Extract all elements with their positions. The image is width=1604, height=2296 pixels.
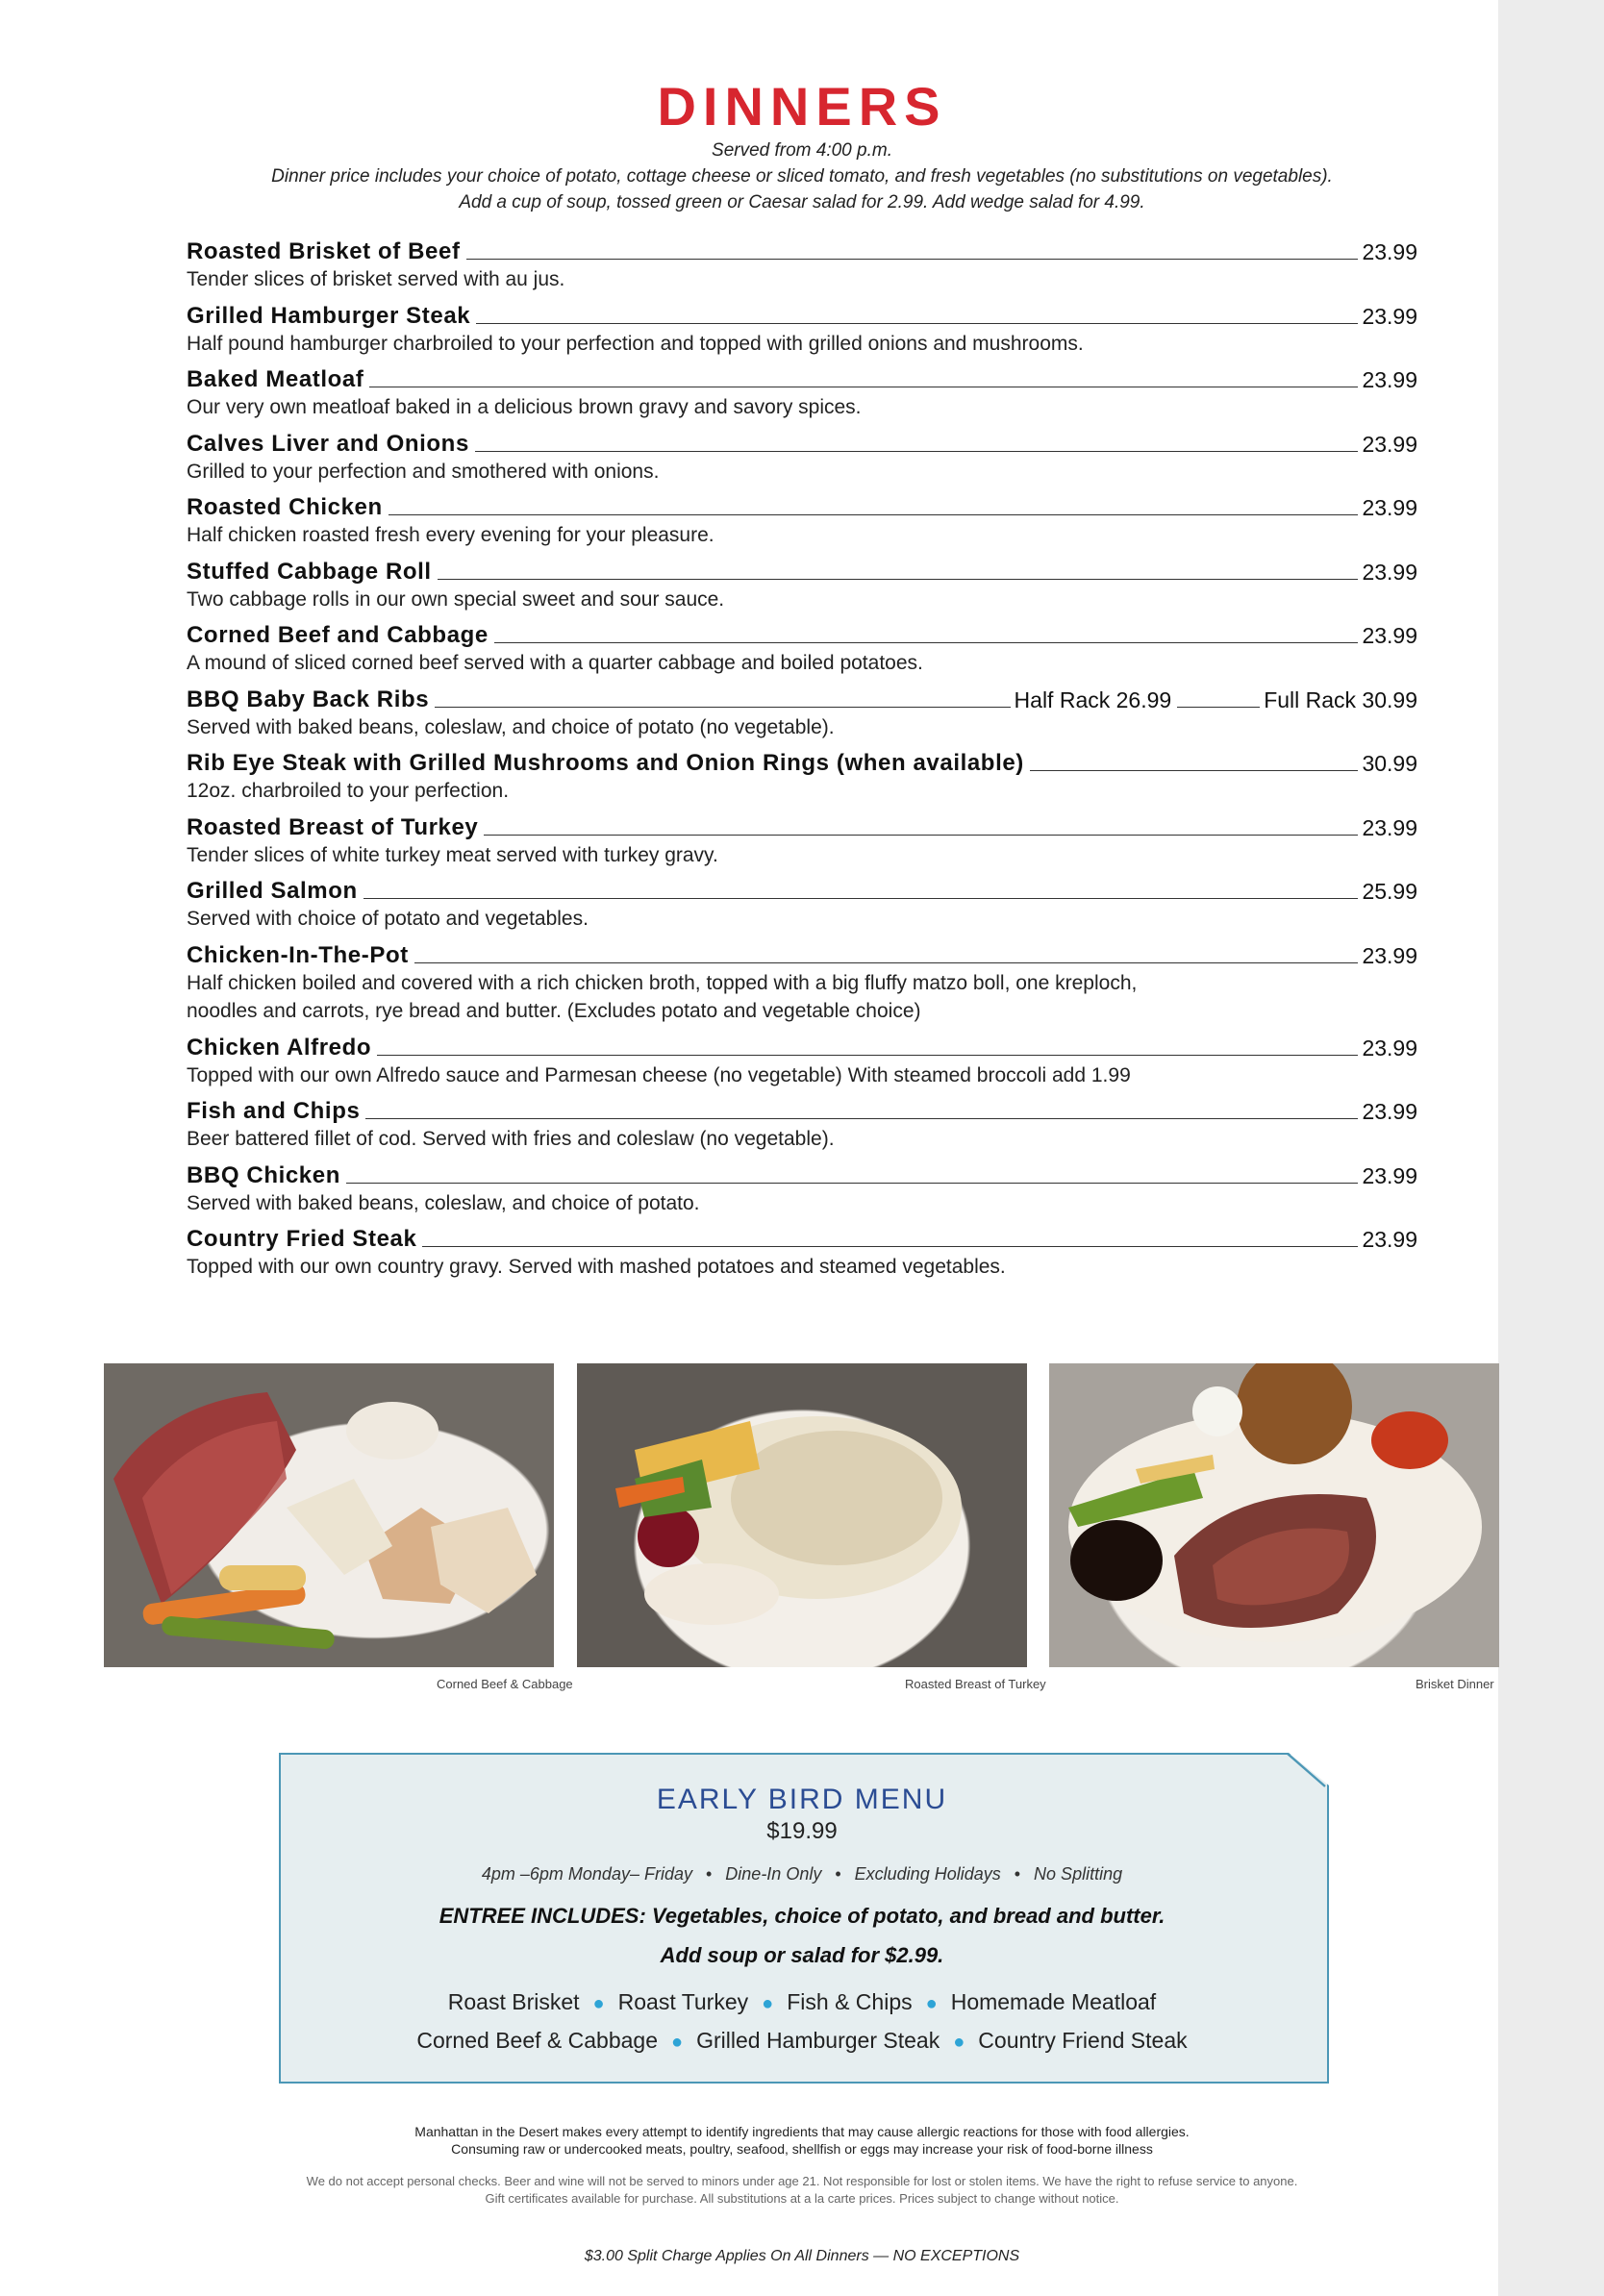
menu-item (187, 1096, 1417, 1160)
food-safety-notice: Consuming raw or undercooked meats, poultry, seafood, shellfish or eggs may increase your risk of food-borne illness (451, 2141, 1153, 2157)
leader-rule (466, 259, 1359, 260)
item-name: BBQ Chicken (187, 1161, 340, 1188)
item-name: Roasted Breast of Turkey (187, 813, 479, 840)
leader-rule (435, 707, 1010, 708)
item-description: Served with choice of potato and vegetables. (187, 908, 589, 930)
item-description: Half chicken roasted fresh every evening for your pleasure. (187, 524, 714, 546)
addon-note: Add a cup of soup, tossed green or Caesar salad for 2.99. Add wedge salad for 4.99. (459, 192, 1145, 212)
item-description-continued: noodles and carrots, rye bread and butter. (Excludes potato and vegetable choice) (187, 999, 921, 1022)
early-bird-item: Roast Turkey (617, 1989, 749, 2014)
early-bird-item: Fish & Chips (787, 1989, 913, 2014)
leader-rule (438, 579, 1359, 580)
menu-item (187, 940, 1417, 1033)
leader-rule (475, 451, 1359, 452)
corned-beef-photo (104, 1363, 554, 1667)
early-bird-item: Roast Brisket (447, 1989, 580, 2014)
bullet-dot: ● (953, 2032, 965, 2053)
item-description: Beer battered fillet of cod. Served with fries and coleslaw (no vegetable). (187, 1128, 835, 1150)
leader-rule (363, 898, 1359, 899)
policy-fine-print: We do not accept personal checks. Beer and wine will not be served to minors under age 21. Not responsible for lost or stolen items. We have the right to refuse service to anyone. (306, 2174, 1298, 2188)
menu-item (187, 492, 1417, 557)
item-name: Corned Beef and Cabbage (187, 622, 489, 648)
dinners-title: DINNERS (657, 76, 947, 137)
photo-caption: Brisket Dinner (1416, 1677, 1494, 1691)
item-description: A mound of sliced corned beef served with a quarter cabbage and boiled potatoes. (187, 652, 923, 674)
leader-rule (422, 1246, 1358, 1247)
entree-addon: Add soup or salad for $2.99. (660, 1943, 944, 1967)
no-splitting-text: No Splitting (1034, 1864, 1123, 1884)
menu-item (187, 364, 1417, 429)
menu-item (187, 557, 1417, 621)
hours-text: 4pm –6pm Monday– Friday (481, 1864, 692, 1884)
leader-rule (388, 514, 1359, 515)
bullet-dot: ● (762, 1993, 774, 2014)
item-description: Half chicken boiled and covered with a rich chicken broth, topped with a big fluffy matzo boll, one kreploch, (187, 971, 1138, 994)
leader-rule (476, 323, 1358, 324)
item-name: Chicken-In-The-Pot (187, 941, 409, 968)
holidays-text: Excluding Holidays (854, 1864, 1001, 1884)
item-price: 25.99 (1362, 879, 1417, 904)
item-name: Roasted Brisket of Beef (187, 238, 461, 264)
menu-item (187, 301, 1417, 365)
item-price: 23.99 (1362, 1227, 1417, 1252)
brisket-photo (1049, 1363, 1499, 1667)
bullet-dot: ● (671, 2032, 684, 2053)
item-name: Grilled Hamburger Steak (187, 302, 471, 329)
item-description: Tender slices of brisket served with au jus. (187, 268, 565, 290)
item-name: Stuffed Cabbage Roll (187, 558, 432, 585)
includes-note: Dinner price includes your choice of potato, cottage cheese or sliced tomato, and fresh vegetables (no substitutions on vegetables). (271, 166, 1333, 187)
menu-item (187, 429, 1417, 493)
allergy-notice: Manhattan in the Desert makes every attempt to identify ingredients that may cause allergic reactions for those with food allergies. (414, 2124, 1190, 2139)
photo-caption: Corned Beef & Cabbage (437, 1677, 573, 1691)
menu-item (187, 1033, 1417, 1097)
item-description: Tender slices of white turkey meat served with turkey gravy. (187, 843, 718, 866)
item-description: Served with baked beans, coleslaw, and choice of potato (no vegetable). (187, 715, 835, 738)
leader-rule (494, 642, 1359, 643)
photo-caption: Roasted Breast of Turkey (905, 1677, 1046, 1691)
menu-item (187, 685, 1417, 749)
item-description: 12oz. charbroiled to your perfection. (187, 780, 510, 802)
split-charge-notice: $3.00 Split Charge Applies On All Dinners — NO EXCEPTIONS (584, 2248, 1020, 2264)
early-bird-item: Grilled Hamburger Steak (696, 2028, 940, 2053)
menu-item (187, 748, 1417, 812)
item-price: 23.99 (1362, 303, 1417, 329)
item-price: 23.99 (1362, 239, 1417, 264)
item-name: Baked Meatloaf (187, 366, 364, 392)
early-bird-title: EARLY BIRD MENU (656, 1784, 948, 1815)
item-description: Topped with our own Alfredo sauce and Parmesan cheese (no vegetable) With steamed broccoli add 1.99 (187, 1063, 1131, 1086)
menu-item (187, 620, 1417, 685)
item-description: Our very own meatloaf baked in a delicious brown gravy and savory spices. (187, 396, 862, 418)
item-name: Calves Liver and Onions (187, 430, 469, 457)
item-price: 23.99 (1362, 1099, 1417, 1124)
item-name: Rib Eye Steak with Grilled Mushrooms and Onion Rings (when available) (187, 750, 1024, 776)
menu-item (187, 876, 1417, 940)
item-name: Grilled Salmon (187, 878, 358, 904)
item-name: BBQ Baby Back Ribs (187, 686, 430, 712)
menu-item (187, 1160, 1417, 1225)
item-price: 23.99 (1362, 431, 1417, 457)
item-price: 23.99 (1362, 367, 1417, 392)
item-price: Full Rack 30.99 (1264, 686, 1417, 712)
item-price: 23.99 (1362, 559, 1417, 585)
half-rack-price: Half Rack 26.99 (1014, 686, 1172, 712)
bullet-separator: • (705, 1864, 713, 1884)
early-bird-hours (0, 1864, 1604, 1884)
item-price: 30.99 (1362, 751, 1417, 776)
item-description: Half pound hamburger charbroiled to your perfection and topped with grilled onions and mushrooms. (187, 332, 1084, 355)
dine-in-text: Dine-In Only (725, 1864, 822, 1884)
item-description: Served with baked beans, coleslaw, and choice of potato. (187, 1191, 700, 1214)
served-note: Served from 4:00 p.m. (712, 140, 892, 161)
leader-rule (1177, 707, 1260, 708)
bullet-dot: ● (592, 1993, 605, 2014)
dinner-menu-list (187, 237, 1417, 1288)
bullet-separator: • (1014, 1864, 1021, 1884)
item-name: Fish and Chips (187, 1098, 361, 1124)
item-description: Topped with our own country gravy. Served with mashed potatoes and steamed vegetables. (187, 1256, 1006, 1278)
entree-includes: ENTREE INCLUDES: Vegetables, choice of potato, and bread and butter. (439, 1904, 1165, 1928)
item-price: 23.99 (1362, 814, 1417, 840)
item-name: Chicken Alfredo (187, 1034, 372, 1061)
early-bird-items-row (0, 2028, 1604, 2054)
item-price: 23.99 (1362, 495, 1417, 520)
menu-item (187, 812, 1417, 877)
bullet-dot: ● (925, 1993, 938, 2014)
item-price: 23.99 (1362, 1035, 1417, 1061)
early-bird-items-row (0, 1989, 1604, 2015)
item-price: 23.99 (1362, 1162, 1417, 1188)
early-bird-item: Homemade Meatloaf (950, 1989, 1157, 2014)
leader-rule (377, 1055, 1358, 1056)
leader-rule (365, 1118, 1358, 1119)
item-description: Grilled to your perfection and smothered with onions. (187, 460, 660, 483)
leader-rule (346, 1183, 1358, 1184)
item-description: Two cabbage rolls in our own special sweet and sour sauce. (187, 587, 725, 611)
item-price: 23.99 (1362, 623, 1417, 648)
early-bird-price: $19.99 (766, 1818, 838, 1844)
leader-rule (414, 962, 1359, 963)
turkey-photo (577, 1363, 1027, 1667)
item-price: 23.99 (1362, 942, 1417, 968)
menu-item (187, 1224, 1417, 1288)
policy-fine-print: Gift certificates available for purchase. All substitutions at a la carte prices. Prices subject to change without notice. (485, 2191, 1119, 2206)
bullet-separator: • (835, 1864, 841, 1884)
item-name: Country Fried Steak (187, 1226, 417, 1252)
menu-item (187, 237, 1417, 301)
leader-rule (484, 835, 1358, 836)
item-name: Roasted Chicken (187, 494, 383, 520)
early-bird-item: Corned Beef & Cabbage (416, 2028, 658, 2053)
early-bird-item: Country Friend Steak (978, 2028, 1188, 2053)
leader-rule (1030, 770, 1359, 771)
